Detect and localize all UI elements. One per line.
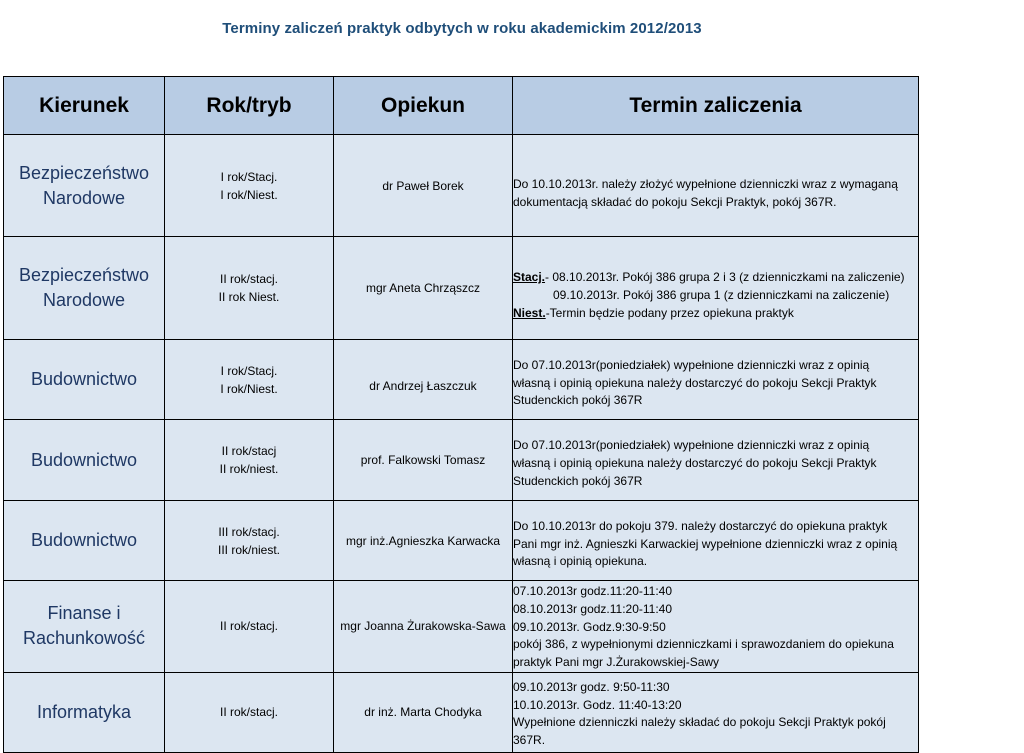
kierunek-line: Bezpieczeństwo	[18, 265, 150, 285]
stacj-text: - 08.10.2013r. Pokój 386 grupa 2 i 3 (z dzienniczkami na zaliczenie)	[545, 270, 905, 285]
table-row	[4, 501, 919, 581]
table-row	[4, 340, 919, 420]
kierunek-cell	[4, 420, 165, 501]
termin-line: Do 07.10.2013r(poniedziałek) wypełnione dzienniczki wraz z opinią	[513, 357, 870, 372]
termin-line: praktyk Pani mgr J.Żurakowskiej-Sawy	[513, 655, 720, 670]
table-row	[4, 237, 919, 340]
rok-cell	[165, 420, 334, 501]
termin-line: 07.10.2013r godz.11:20-11:40	[513, 584, 673, 598]
kierunek-cell	[4, 340, 165, 420]
termin-cell	[513, 135, 919, 237]
termin-line: 09.10.2013r godz. 9:50-11:30	[513, 679, 670, 694]
rok-line: II rok/stacj	[221, 444, 277, 458]
termin-cell	[513, 420, 919, 501]
rok-cell	[165, 340, 334, 420]
termin-line	[513, 269, 918, 287]
document-title: Terminy zaliczeń praktyk odbytych w roku akademickim 2012/2013	[222, 20, 702, 37]
termin-line: Do 10.10.2013r do pokoju 379. należy dostarczyć do opiekuna praktyk	[513, 518, 888, 533]
kierunek-line: Budownictwo	[30, 369, 138, 389]
niest-label: Niest.	[513, 305, 546, 320]
kierunek-cell	[4, 135, 165, 237]
rok-line: I rok/Niest.	[220, 381, 278, 396]
rok-line: II rok Niest.	[218, 290, 280, 304]
termin-line: 08.10.2013r godz.11:20-11:40	[513, 601, 673, 616]
termin-line: Wypełnione dzienniczki należy składać do pokoju Sekcji Praktyk pokój	[513, 715, 886, 730]
kierunek-cell	[4, 581, 165, 673]
termin-line: Pani mgr inż. Agnieszki Karwackiej wypełnione dzienniczki wraz z opinią	[513, 536, 898, 551]
rok-cell	[165, 672, 334, 752]
rok-line: I rok/Stacj.	[220, 169, 278, 184]
rok-cell	[165, 581, 334, 673]
termin-line: 09.10.2013r. Pokój 386 grupa 1 (z dzienniczkami na zaliczenie)	[553, 288, 890, 303]
rok-line: II rok/niest.	[219, 462, 279, 476]
termin-line: Studenckich pokój 367R	[513, 473, 643, 488]
rok-cell	[165, 501, 334, 581]
opiekun-cell: prof. Falkowski Tomasz	[334, 420, 513, 501]
termin-line: Studenckich pokój 367R	[513, 393, 643, 408]
termin-cell	[513, 340, 919, 420]
opiekun-cell: mgr inż.Agnieszka Karwacka	[334, 501, 513, 581]
table-row	[4, 581, 919, 673]
termin-line: własną i opinią opiekuna.	[513, 554, 648, 569]
kierunek-cell	[4, 237, 165, 340]
termin-line: dokumentacją składać do pokoju Sekcji Praktyk, pokój 367R.	[513, 194, 837, 209]
rok-line: II rok/stacj.	[219, 705, 278, 720]
opiekun-cell: dr Paweł Borek	[334, 135, 513, 237]
kierunek-cell	[4, 672, 165, 752]
header-kierunek: Kierunek	[4, 77, 165, 135]
niest-text: -Termin będzie podany przez opiekuna praktyk	[545, 305, 794, 320]
kierunek-line: Bezpieczeństwo	[18, 162, 150, 183]
rok-line: I rok/Niest.	[220, 187, 278, 202]
termin-line: własną i opinią opiekuna należy dostarczyć do pokoju Sekcji Praktyk	[513, 456, 877, 471]
rok-cell	[165, 237, 334, 340]
termin-line	[513, 305, 918, 323]
termin-line: 367R.	[513, 733, 546, 748]
kierunek-line: Narodowe	[42, 187, 126, 208]
termin-line: Do 10.10.2013r. należy złożyć wypełnione dzienniczki wraz z wymaganą	[513, 176, 898, 191]
rok-line: III rok/niest.	[217, 542, 281, 557]
header-row	[4, 77, 919, 135]
kierunek-line: Budownictwo	[30, 530, 138, 550]
table-row	[4, 420, 919, 501]
termin-line: własną i opinią opiekuna należy dostarczyć do pokoju Sekcji Praktyk	[513, 375, 877, 390]
termin-cell	[513, 581, 919, 673]
opiekun-cell: dr Andrzej Łaszczuk	[334, 340, 513, 420]
termin-line: Do 07.10.2013r(poniedziałek) wypełnione dzienniczki wraz z opinią	[513, 438, 870, 453]
kierunek-line: Budownictwo	[30, 449, 138, 470]
opiekun-cell: dr inż. Marta Chodyka	[334, 672, 513, 752]
opiekun-cell: mgr Joanna Żurakowska-Sawa	[334, 581, 513, 673]
kierunek-line: Rachunkowość	[22, 628, 146, 649]
schedule-table	[3, 76, 919, 753]
rok-cell	[165, 135, 334, 237]
termin-line: 10.10.2013r. Godz. 11:40-13:20	[513, 697, 682, 712]
stacj-label: Stacj.	[513, 270, 546, 285]
kierunek-line: Informatyka	[36, 701, 132, 722]
termin-cell	[513, 672, 919, 752]
kierunek-cell	[4, 501, 165, 581]
termin-line: 09.10.2013r. Godz.9:30-9:50	[513, 619, 666, 634]
header-opiekun: Opiekun	[334, 77, 513, 135]
rok-line: II rok/stacj.	[219, 272, 278, 286]
table-row	[4, 135, 919, 237]
rok-line: III rok/stacj.	[218, 524, 280, 539]
kierunek-line: Finanse i	[47, 603, 121, 624]
rok-line: I rok/Stacj.	[220, 363, 278, 378]
header-termin: Termin zaliczenia	[513, 77, 919, 135]
rok-line: II rok/stacj.	[219, 619, 278, 634]
table-row	[4, 672, 919, 752]
header-rok-tryb: Rok/tryb	[165, 77, 334, 135]
termin-line: pokój 386, z wypełnionymi dzienniczkami i sprawozdaniem do opiekuna	[513, 637, 894, 652]
termin-cell	[513, 237, 919, 340]
opiekun-cell: mgr Aneta Chrząszcz	[334, 237, 513, 340]
termin-cell	[513, 501, 919, 581]
kierunek-line: Narodowe	[42, 290, 126, 310]
